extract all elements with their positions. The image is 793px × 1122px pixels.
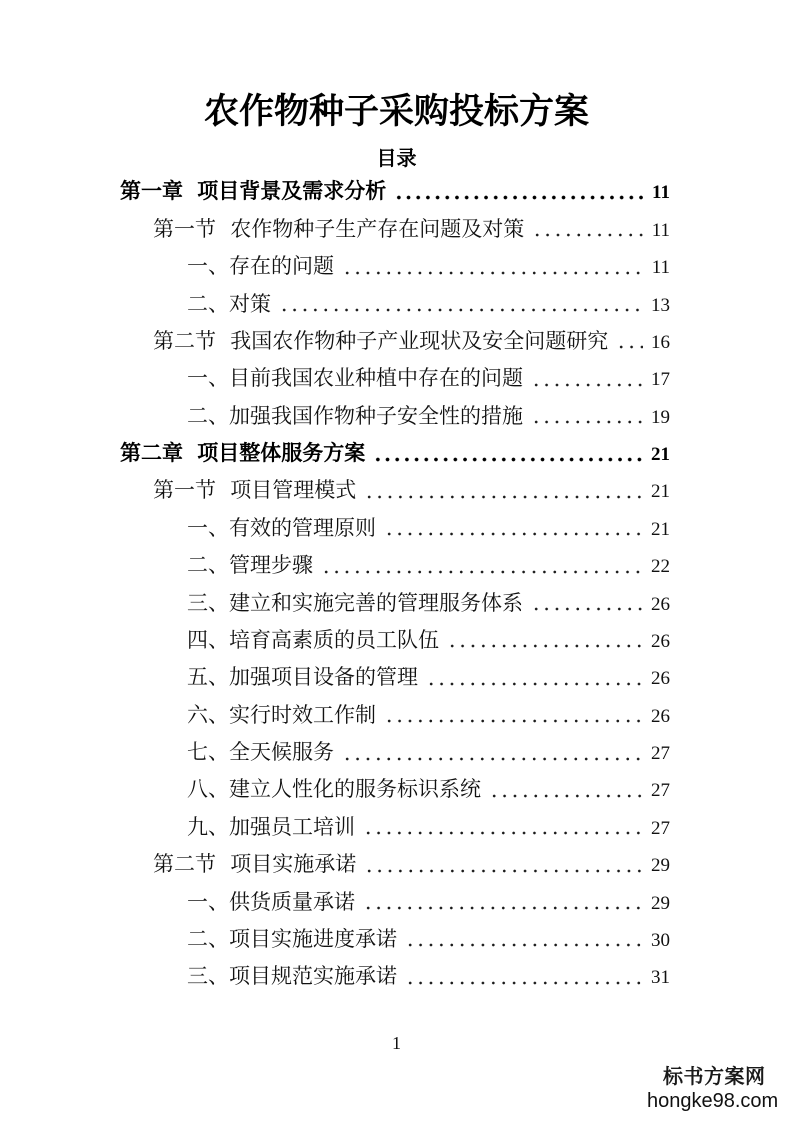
toc-subsection-entry <box>0 285 670 322</box>
toc-entry-page-number: 26 <box>651 668 670 690</box>
toc-entry-label: 六、实行时效工作制 <box>187 702 376 727</box>
toc-subsection-entry <box>0 734 670 771</box>
dot-leader <box>531 584 643 621</box>
dot-leader <box>405 958 643 995</box>
toc-subsection-entry <box>0 248 670 285</box>
toc-entry-label: 二、对策 <box>187 291 271 316</box>
toc-entry-page-number: 27 <box>651 817 670 839</box>
page-number: 1 <box>392 1033 401 1053</box>
dot-leader <box>384 510 643 547</box>
toc-subsection-entry <box>0 547 670 584</box>
toc-entry-label: 第一节 项目管理模式 <box>153 478 357 503</box>
dot-leader <box>279 285 643 322</box>
toc-entry-label: 二、加强我国作物种子安全性的措施 <box>187 403 523 428</box>
toc-entry-page-number: 19 <box>651 406 670 428</box>
toc-entry-label: 一、有效的管理原则 <box>187 515 376 540</box>
toc-entry-label: 第一章 项目背景及需求分析 <box>120 179 387 204</box>
watermark-site: hongke98.com <box>647 1090 779 1112</box>
dot-leader <box>384 697 643 734</box>
toc-subsection-entry <box>0 622 670 659</box>
toc-entry-page-number: 11 <box>652 182 670 204</box>
dot-leader <box>405 921 643 958</box>
toc-chapter-entry <box>0 435 670 472</box>
toc-entry-page-number: 29 <box>651 892 670 914</box>
toc-subsection-entry <box>0 771 670 808</box>
toc-section-entry <box>0 472 670 509</box>
dot-leader <box>532 211 643 248</box>
dot-leader <box>373 435 643 472</box>
toc-entry-page-number: 17 <box>651 369 670 391</box>
toc-entry-page-number: 11 <box>651 219 670 241</box>
toc-entry-page-number: 26 <box>651 705 670 727</box>
toc-subsection-entry <box>0 584 670 621</box>
toc-entry-page-number: 21 <box>651 444 670 466</box>
toc-subsection-entry <box>0 697 670 734</box>
toc-entry-label: 八、建立人性化的服务标识系统 <box>187 777 481 802</box>
toc-heading: 目录 <box>376 146 417 170</box>
dot-leader <box>363 883 643 920</box>
dot-leader <box>364 472 643 509</box>
toc-subsection-entry <box>0 883 670 920</box>
toc-entry-page-number: 11 <box>651 257 670 279</box>
toc-entry-label: 三、项目规范实施承诺 <box>187 964 397 989</box>
document-title: 农作物种子采购投标方案 <box>203 91 589 132</box>
toc-entry-page-number: 21 <box>651 481 670 503</box>
toc-entry-page-number: 27 <box>651 780 670 802</box>
dot-leader <box>342 248 644 285</box>
toc-entry-page-number: 21 <box>651 518 670 540</box>
toc-entry-page-number: 27 <box>651 743 670 765</box>
toc-entry-label: 二、管理步骤 <box>187 553 313 578</box>
dot-leader <box>394 173 644 210</box>
toc-entry-label: 四、培育高素质的员工队伍 <box>187 627 439 652</box>
toc-entry-label: 七、全天候服务 <box>187 740 334 765</box>
watermark-logo <box>640 1060 790 1116</box>
dot-leader <box>616 323 643 360</box>
toc-entry-label: 第二章 项目整体服务方案 <box>120 441 366 466</box>
toc-subsection-entry <box>0 659 670 696</box>
watermark-brand: 标书方案网 <box>663 1064 766 1088</box>
toc-entry-label: 第一节 农作物种子生产存在问题及对策 <box>153 216 525 241</box>
toc-section-entry <box>0 211 670 248</box>
toc-entry-page-number: 22 <box>651 556 670 578</box>
toc-entry-label: 一、供货质量承诺 <box>187 889 355 914</box>
toc-subsection-entry <box>0 809 670 846</box>
toc-entry-page-number: 16 <box>651 331 670 353</box>
toc-entry-label: 九、加强员工培训 <box>187 814 355 839</box>
toc-entry-page-number: 13 <box>651 294 670 316</box>
dot-leader <box>447 622 643 659</box>
toc-entry-page-number: 26 <box>651 630 670 652</box>
dot-leader <box>321 547 643 584</box>
toc-entry-page-number: 26 <box>651 593 670 615</box>
dot-leader <box>342 734 643 771</box>
toc-entry-label: 二、项目实施进度承诺 <box>187 926 397 951</box>
toc-entry-page-number: 29 <box>651 855 670 877</box>
toc-entry-label: 一、目前我国农业种植中存在的问题 <box>187 366 523 391</box>
dot-leader <box>426 659 643 696</box>
toc-entry-label: 五、加强项目设备的管理 <box>187 665 418 690</box>
toc-section-entry <box>0 323 670 360</box>
dot-leader <box>363 809 643 846</box>
dot-leader <box>531 398 643 435</box>
table-of-contents <box>0 173 670 995</box>
toc-entry-page-number: 30 <box>651 929 670 951</box>
toc-entry-label: 第二节 我国农作物种子产业现状及安全问题研究 <box>153 328 609 353</box>
toc-entry-label: 一、存在的问题 <box>187 254 334 279</box>
toc-subsection-entry <box>0 360 670 397</box>
dot-leader <box>531 360 643 397</box>
toc-subsection-entry <box>0 958 670 995</box>
toc-chapter-entry <box>0 173 670 210</box>
toc-section-entry <box>0 846 670 883</box>
toc-entry-label: 第二节 项目实施承诺 <box>153 852 357 877</box>
toc-entry-page-number: 31 <box>651 967 670 989</box>
toc-entry-label: 三、建立和实施完善的管理服务体系 <box>187 590 523 615</box>
toc-subsection-entry <box>0 510 670 547</box>
toc-subsection-entry <box>0 921 670 958</box>
dot-leader <box>489 771 643 808</box>
toc-subsection-entry <box>0 398 670 435</box>
dot-leader <box>364 846 643 883</box>
